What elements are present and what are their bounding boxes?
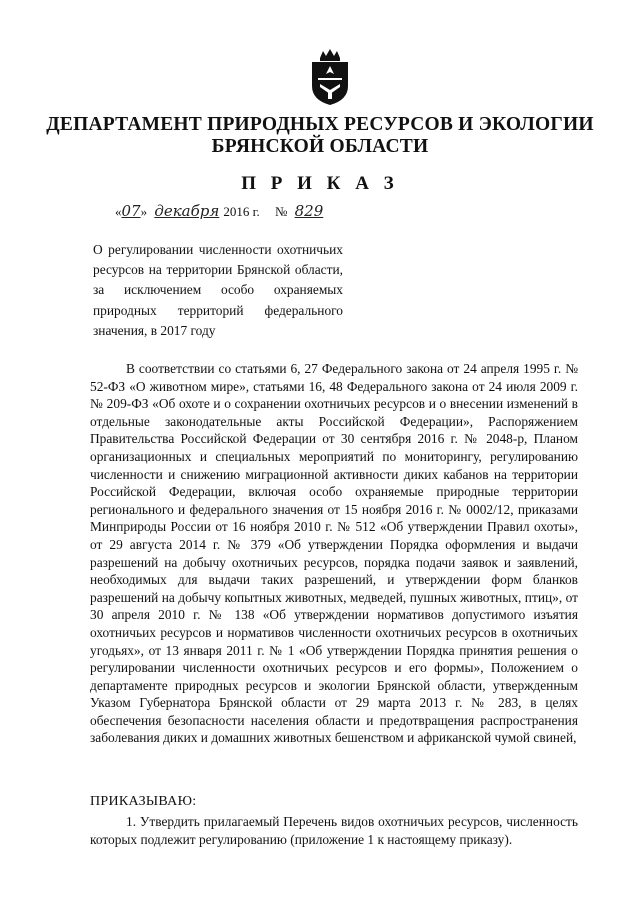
date-day: 07 (121, 202, 141, 220)
preamble-paragraph: В соответствии со статьями 6, 27 Федерального закона от 24 апреля 1995 г. № 52-ФЗ «О животном мире», статьями 16, 48 Федерального закона от 24 июля 2009 г. № 209-ФЗ «Об охоте и о сохранении охотничьих ресурсов и о внесении изменений в отдельные законодательные акты Российской Федерации», Распоряжением Правительства Российской Федерации от 30 сентября 2016 г. № 2048-р, Планом организационных и специальных мероприятий по мониторингу, регулированию численности и снижению миграционной активности диких кабанов на территории Российской Федерации, включая особо охраняемые природные территории регионального и федерального значения от 15 ноября 2016 г. № 0002/12, приказами Минприроды России от 16 ноября 2010 г. № 512 «Об утверждении Правил охоты», от 29 августа 2014 г. № 379 «Об утверждении Порядка оформления и выдачи разрешений на добычу охотничьих ресурсов, порядка подачи заявок и заявлений, необходимых для выдачи таких разрешений, и утверждении форм бланков разрешений на добычу копытных животных, медведей, пушных животных, птиц», от 30 апреля 2010 г. № 138 «Об утверждении нормативов допустимого изъятия охотничьих ресурсов и нормативов численности охотничьих ресурсов в охотничьих угодьях», от 13 января 2011 г. № 1 «Об утверждении Порядка принятия решения о регулировании численности охотничьих ресурсов и его формы», Положением о департаменте природных ресурсов и экологии Брянской области, утвержденным Указом Губернатора Брянской области от 29 марта 2013 г. № 283, в целях обеспечения безопасности населения области и предотвращения распространения заболевания диких и домашних животных бешенством и африканской чумой свиней, (90, 361, 578, 746)
date-open-quote: « (115, 204, 122, 219)
number-label: № (274, 204, 288, 219)
order-date-number (115, 202, 323, 220)
department-name-line1: ДЕПАРТАМЕНТ ПРИРОДНЫХ РЕСУРСОВ И ЭКОЛОГИИ (46, 114, 594, 135)
date-month: декабря (154, 202, 220, 220)
department-name-line2: БРЯНСКОЙ ОБЛАСТИ (211, 136, 429, 157)
order-item-1: 1. Утвердить прилагаемый Перечень видов охотничьих ресурсов, численность которых подлежит регулированию (приложение 1 к настоящему приказу). (90, 814, 578, 847)
order-keyword: ПРИКАЗЫВАЮ: (90, 794, 197, 809)
order-number: 829 (294, 202, 324, 220)
order-subject: О регулировании численности охотничьих ресурсов на территории Брянской области, за исключением особо охраняемых природных территорий федерального значения, в 2017 году (93, 242, 343, 338)
date-year: 2016 г. (223, 204, 260, 219)
coat-of-arms-icon (306, 48, 354, 106)
order-title: П Р И К А З (241, 173, 399, 194)
date-close-quote: » (140, 204, 148, 219)
